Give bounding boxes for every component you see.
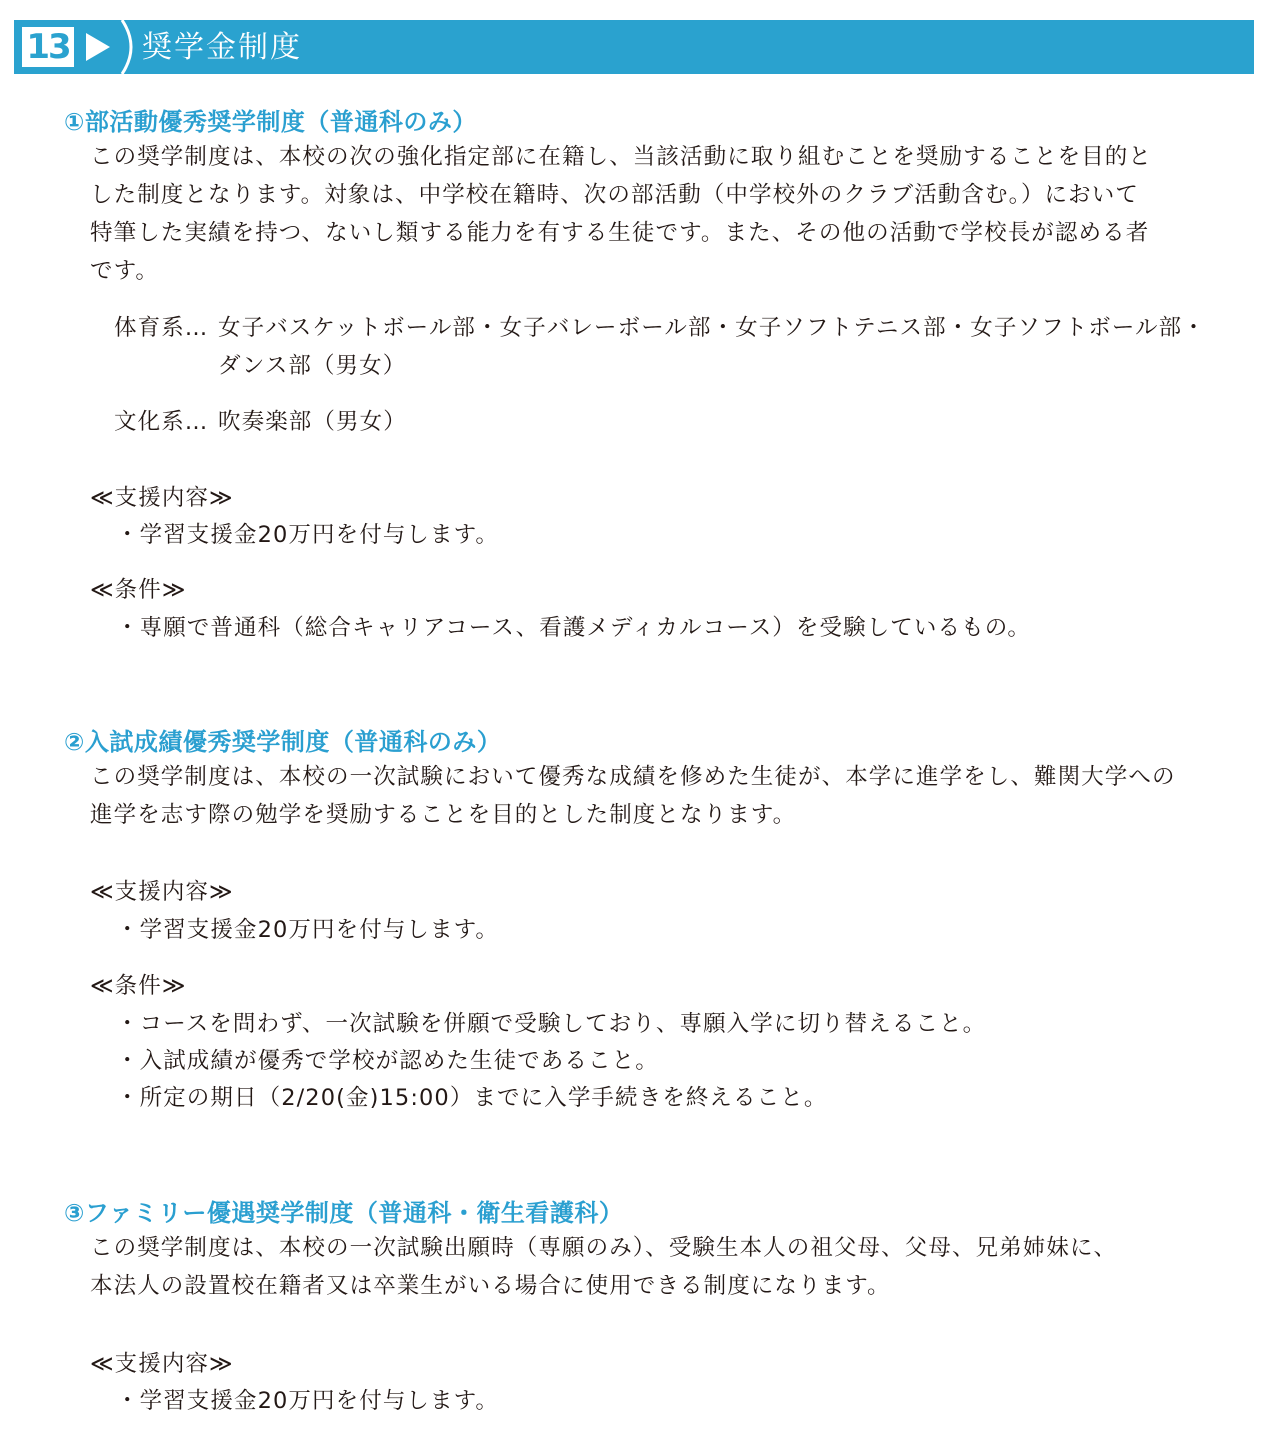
conditions-heading: ≪条件≫	[90, 577, 187, 603]
support-item: ・学習支援金20万円を付与します。	[116, 522, 500, 548]
culture-clubs-line: 吹奏楽部（男女）	[218, 409, 407, 435]
sports-clubs-line-2: ダンス部（男女）	[218, 353, 407, 379]
desc-line: した制度となります。対象は、中学校在籍時、次の部活動（中学校外のクラブ活動含む。）において	[90, 182, 1139, 208]
section-1-description	[90, 138, 1260, 290]
sports-label: 体育系…	[114, 315, 209, 341]
desc-line: 特筆した実績を持つ、ないし類する能力を有する生徒です。また、その他の活動で学校長が認める者	[90, 220, 1150, 246]
section-number: 13	[22, 27, 74, 67]
support-heading: ≪支援内容≫	[90, 485, 234, 511]
condition-item: ・所定の期日（2/20(金)15:00）までに入学手続きを終えること。	[116, 1085, 828, 1111]
condition-item: ・コースを問わず、一次試験を併願で受験しており、専願入学に切り替えること。	[116, 1011, 987, 1037]
condition-item: ・専願で普通科（総合キャリアコース、看護メディカルコース）を受験しているもの。	[116, 615, 1032, 641]
condition-item: ・入試成績が優秀で学校が認めた生徒であること。	[116, 1048, 659, 1074]
sports-clubs-line-1: 女子バスケットボール部・女子バレーボール部・女子ソフトテニス部・女子ソフトボール部・	[218, 315, 1206, 341]
section-1-title: ①部活動優秀奨学制度（普通科のみ）	[64, 108, 477, 136]
section-3-title: ③ファミリー優遇奨学制度（普通科・衛生看護科）	[64, 1199, 624, 1227]
support-heading: ≪支援内容≫	[90, 1351, 234, 1377]
desc-line: 本法人の設置校在籍者又は卒業生がいる場合に使用できる制度になります。	[90, 1273, 891, 1299]
desc-line: この奨学制度は、本校の次の強化指定部に在籍し、当該活動に取り組むことを奨励することを目的と	[90, 144, 1153, 170]
desc-line: この奨学制度は、本校の一次試験において優秀な成績を修めた生徒が、本学に進学をし、難関大学への	[90, 764, 1176, 790]
desc-line: この奨学制度は、本校の一次試験出願時（専願のみ）、受験生本人の祖父母、父母、兄弟姉妹に、	[90, 1235, 1118, 1261]
section-header	[14, 20, 1254, 74]
section-2-description	[90, 758, 1260, 834]
culture-label: 文化系…	[114, 409, 209, 435]
conditions-heading: ≪条件≫	[90, 973, 187, 999]
section-3-description	[90, 1229, 1260, 1305]
desc-line: です。	[90, 258, 160, 284]
play-arrow-icon	[86, 33, 110, 61]
header-title: 奨学金制度	[142, 30, 302, 65]
section-2-title: ②入試成績優秀奨学制度（普通科のみ）	[64, 728, 502, 756]
support-heading: ≪支援内容≫	[90, 879, 234, 905]
support-item: ・学習支援金20万円を付与します。	[116, 1388, 500, 1414]
support-item: ・学習支援金20万円を付与します。	[116, 917, 500, 943]
desc-line: 進学を志す際の勉学を奨励することを目的とした制度となります。	[90, 802, 797, 828]
